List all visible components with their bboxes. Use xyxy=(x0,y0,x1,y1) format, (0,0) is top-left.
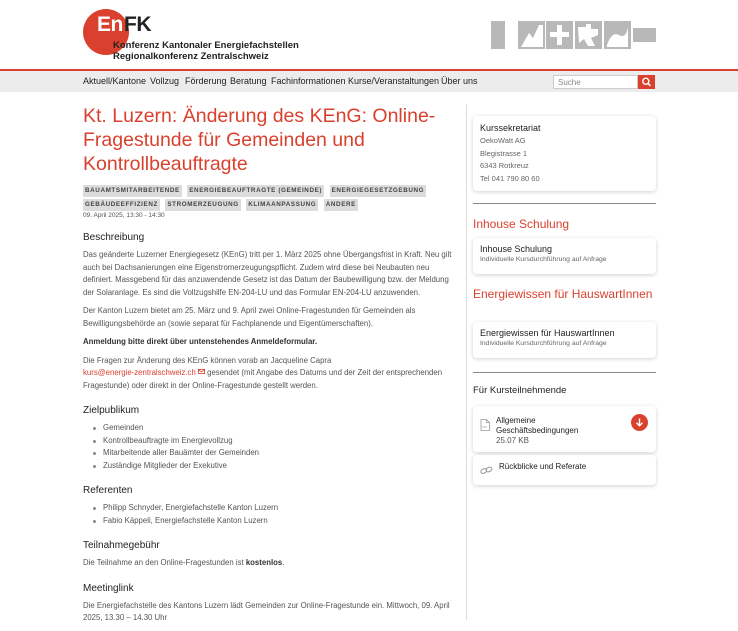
card-subtitle: Individuelle Kursdurchführung auf Anfrage xyxy=(480,256,607,263)
nav-item-ueber-uns[interactable]: Über uns xyxy=(441,76,478,86)
address-line: Blegistrasse 1 xyxy=(480,148,528,158)
link-icon xyxy=(480,466,493,475)
tag[interactable]: KLIMAANPASSUNG xyxy=(246,199,318,211)
page-title: Kt. Luzern: Änderung des KEnG: Online-Fragestunde für Gemeinden und Kontrollbeauftragte xyxy=(83,105,436,175)
tag[interactable]: ANDERE xyxy=(324,199,358,211)
file-size: 25.07 KB xyxy=(496,436,529,445)
list-item: Mitarbeitende aller Bauämter der Gemeinden xyxy=(93,447,460,460)
search-icon xyxy=(638,75,655,89)
speaker-list xyxy=(93,502,460,527)
sidebar-divider xyxy=(473,372,656,373)
address-line: OekoWatt AG xyxy=(480,136,526,145)
sidebar-heading-inhouse: Inhouse Schulung xyxy=(473,217,570,231)
logo-fk: FK xyxy=(124,13,151,36)
section-heading-meetinglink: Meetinglink xyxy=(83,582,134,594)
logo-en: En xyxy=(97,13,123,36)
mail-icon xyxy=(198,369,205,374)
kurssekretariat-card xyxy=(473,116,656,191)
inhouse-card[interactable] xyxy=(473,238,656,274)
logo-line1: Konferenz Kantonaler Energiefachstellen xyxy=(113,40,299,51)
column-divider xyxy=(466,104,467,620)
agb-title: Allgemeine Geschäftsbedingungen xyxy=(496,416,579,435)
tag[interactable]: GEBÄUDEEFFIZIENZ xyxy=(83,199,160,211)
search-button[interactable] xyxy=(638,75,655,89)
sidebar-heading-teilnehmende: Für Kursteilnehmende xyxy=(473,385,567,396)
site-header xyxy=(0,0,738,70)
article xyxy=(83,104,460,631)
phone-line: Tel 041 790 80 60 xyxy=(480,173,540,183)
pdf-file-label: PDF xyxy=(482,426,488,429)
rueckblicke-card[interactable] xyxy=(473,455,656,485)
pdf-file-icon xyxy=(480,419,490,431)
list-item: Fabio Käppeli, Energiefachstelle Kanton Luzern xyxy=(93,515,460,528)
contact-text-rest: gesendet (mit Angabe des Datums und der Zeit der entsprechenden Fragestunde) oder direkt in der Online-Fragestunde gestellt werden. xyxy=(83,368,443,390)
rueckblicke-title: Rückblicke und Referate xyxy=(499,462,587,471)
event-date: 09. April 2025, 13:30 - 14:30 xyxy=(83,212,165,219)
tag[interactable]: ENERGIEBEAUFTRAGTE (GEMEINDE) xyxy=(187,185,324,197)
description-paragraph: Das geänderte Luzerner Energiegesetz (KEnG) tritt per 1. März 2025 ohne Übergangsfrist in Kraft. Neu gilt auch bei Dachsanierungen eine Eigenstromerzeugungspflicht. Zudem wird diese bei Neubauten neu definiert. Massgebend für das anzuwendende Gesetz ist das Datum der Baubewilligung bzw. der Meldung der Solaranlage. Es sind die Vollzugshilfe EN-204-LU und das Formular EN-204-LU anzuwenden. xyxy=(83,250,452,297)
section-heading-zielpublikum: Zielpublikum xyxy=(83,405,140,416)
tag[interactable]: STROMERZEUGUNG xyxy=(165,199,240,211)
list-item: Kontrollbeauftragte im Energievollzug xyxy=(93,435,460,448)
email-address: kurs@energie-zentralschweiz.ch xyxy=(83,368,196,377)
email-link[interactable] xyxy=(83,368,205,377)
audience-list xyxy=(93,422,460,472)
contact-text: Die Fragen zur Änderung des KEnG können vorab an Jacqueline Capra xyxy=(83,355,332,365)
registration-note-text: Anmeldung bitte direkt über untenstehendes Anmeldeformular. xyxy=(83,337,318,346)
card-title: Energiewissen für HauswartInnen xyxy=(480,328,615,338)
sidebar-divider xyxy=(473,203,656,204)
download-icon[interactable] xyxy=(631,414,648,431)
list-item: Gemeinden xyxy=(93,422,460,435)
nav-item-aktuell[interactable]: Aktuell/Kantone xyxy=(83,76,147,86)
address-line: 6343 Rotkreuz xyxy=(480,161,529,170)
nav-item-beratung[interactable]: Beratung xyxy=(230,76,267,86)
meetinglink-paragraph: Die Energiefachstelle des Kantons Luzern lädt Gemeinden zur Online-Fragestunde ein. Mittwoch, 09. April 2025, 13.30 – 14.30 Uhr xyxy=(83,600,450,622)
card-subtitle: Individuelle Kursdurchführung auf Anfrage xyxy=(480,340,607,347)
fee-paragraph xyxy=(83,557,460,570)
tag-list xyxy=(83,183,460,211)
registration-note xyxy=(83,336,460,349)
section-heading-teilnahmegebuehr: Teilnahmegebühr xyxy=(83,540,160,551)
contact-paragraph xyxy=(83,355,460,393)
list-item: Zuständige Mitglieder der Exekutive xyxy=(93,460,460,473)
nav-item-fachinformationen[interactable]: Fachinformationen xyxy=(271,76,346,86)
agb-download-card[interactable] xyxy=(473,406,656,452)
nav-item-vollzug[interactable]: Vollzug xyxy=(150,76,180,86)
card-title: Inhouse Schulung xyxy=(480,244,553,254)
description-paragraph: Der Kanton Luzern bietet am 25. März und 9. April zwei Online-Fragestunden für Gemeinden als Bewilligungsbehörde an (sowie separat für Fachplanende und Eigentümerschaften). xyxy=(83,306,416,328)
tag[interactable]: ENERGIEGESETZGEBUNG xyxy=(330,185,427,197)
section-heading-referenten: Referenten xyxy=(83,485,133,496)
fee-text-end: . xyxy=(282,558,285,567)
card-title: Kurssekretariat xyxy=(480,123,541,133)
search-input[interactable] xyxy=(553,75,638,89)
tag[interactable]: BAUAMTSMITARBEITENDE xyxy=(83,185,182,197)
fee-text: Die Teilnahme an den Online-Fragestunden ist xyxy=(83,558,246,567)
sidebar-heading-hauswart: Energiewissen für HauswartInnen xyxy=(473,287,653,301)
logo-line2: Regionalkonferenz Zentralschweiz xyxy=(113,51,269,62)
canton-coats-of-arms-icon xyxy=(491,21,656,49)
nav-item-kurse[interactable]: Kurse/Veranstaltungen xyxy=(348,76,440,86)
fee-value: kostenlos xyxy=(245,558,283,567)
section-heading-beschreibung: Beschreibung xyxy=(83,232,145,243)
nav-item-foerderung[interactable]: Förderung xyxy=(185,76,227,86)
list-item: Philipp Schnyder, Energiefachstelle Kanton Luzern xyxy=(93,502,460,515)
hauswart-card[interactable] xyxy=(473,322,656,358)
